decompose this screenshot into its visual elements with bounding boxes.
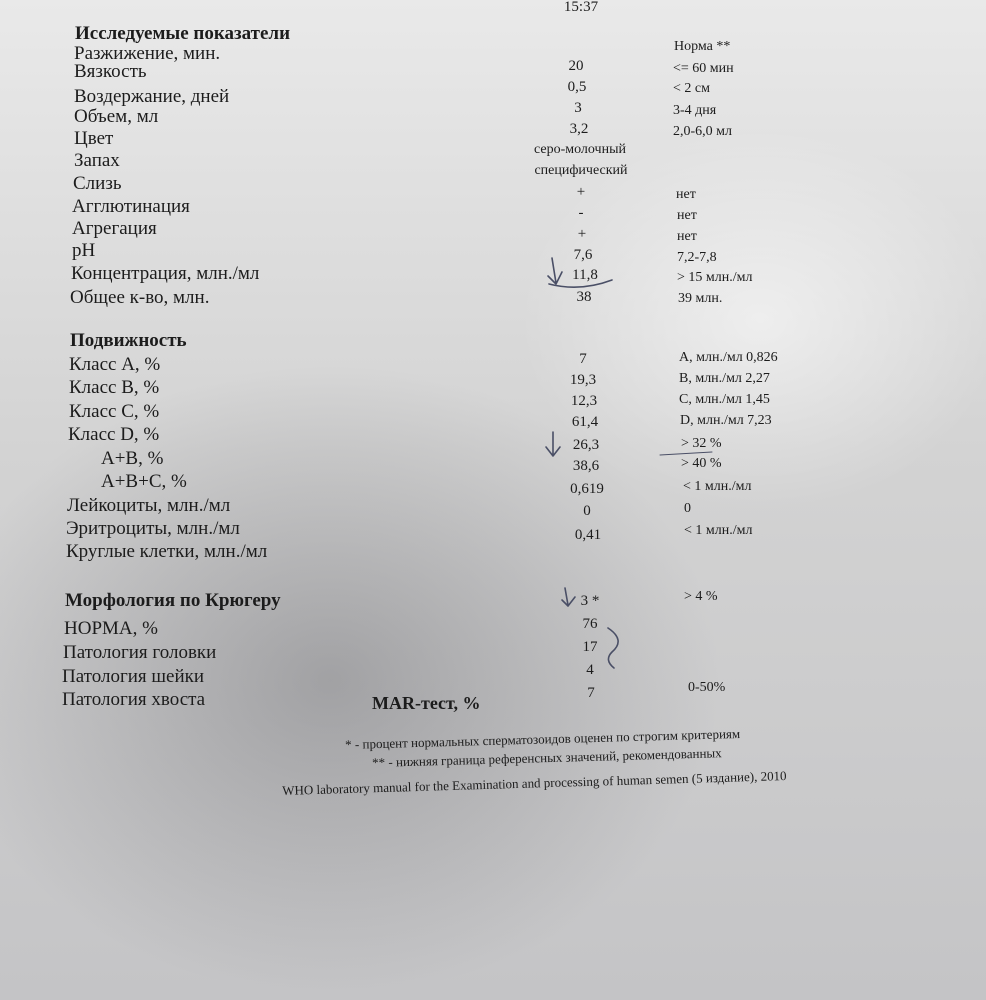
norm-class-c: С, млн./мл 1,45 (679, 392, 770, 407)
label-liquefaction: Разжижение, мин. (74, 43, 221, 64)
value-volume: 3 (574, 100, 582, 116)
label-odor: Запах (74, 150, 120, 171)
norm-ph: 7,2-7,8 (677, 250, 717, 265)
norm-aggregation: нет (677, 229, 697, 244)
label-a-plus-b: A+B, % (101, 448, 164, 469)
label-ph: pH (72, 240, 96, 261)
norm-color: 2,0-6,0 мл (673, 124, 733, 139)
value-leukocytes: 0,619 (570, 481, 604, 497)
norm-mar-test: 0-50% (688, 680, 726, 695)
time-stamp: 15:37 (563, 0, 599, 15)
footnote-who-manual: WHO laboratory manual for the Examination and processing of human semen (5 издание), 2010 (281, 768, 787, 798)
brace-mark-pathologies (608, 628, 618, 668)
value-a-plus-b: 26,3 (572, 437, 600, 453)
label-class-a: Класс А, % (69, 354, 161, 375)
value-class-c: 12,3 (570, 393, 598, 409)
norm-viscosity: <= 60 мин (673, 61, 734, 76)
norm-volume: 3-4 дня (673, 103, 717, 118)
label-class-d: Класс D, % (68, 424, 160, 445)
norm-class-b: В, млн./мл 2,27 (679, 371, 770, 386)
down-arrow-icon-concentration (548, 258, 562, 284)
section-title-parameters: Исследуемые показатели (75, 23, 291, 44)
value-class-b: 19,3 (569, 372, 597, 388)
value-aggregation: + (577, 226, 587, 242)
label-round-cells: Круглые клетки, млн./мл (66, 541, 268, 562)
norm-a-plus-b: > 32 % (681, 436, 722, 451)
section-title-motility: Подвижность (70, 330, 187, 351)
mar-test-label: MAR-тест, % (372, 693, 481, 713)
value-norm-percent: 76 (582, 616, 598, 632)
norm-class-d: D, млн./мл 7,23 (680, 413, 772, 428)
value-morphology-normal-forms: 3 * (580, 593, 600, 609)
section-title-morphology: Морфология по Крюгеру (65, 590, 281, 611)
norm-leukocytes: < 1 млн./мл (683, 479, 752, 494)
value-abstinence: 0,5 (567, 79, 587, 95)
label-color: Цвет (74, 128, 114, 149)
value-a-plus-b-plus-c: 38,6 (572, 458, 600, 474)
value-agglutination: - (578, 205, 584, 221)
value-head-pathology: 17 (582, 639, 598, 655)
dash-mark (660, 452, 712, 455)
norm-total-count: 39 млн. (678, 291, 723, 306)
value-class-d: 61,4 (571, 414, 599, 430)
value-concentration: 11,8 (572, 267, 598, 283)
label-volume: Объем, мл (74, 106, 159, 127)
norm-erythrocytes: 0 (684, 501, 691, 516)
value-mucus: + (576, 184, 586, 200)
value-viscosity: 20 (568, 58, 584, 74)
norm-class-a: А, млн./мл 0,826 (679, 350, 778, 365)
footnote-reference-limit: ** - нижняя граница референсных значений, рекомендованных (371, 745, 722, 770)
label-class-b: Класс В, % (69, 377, 160, 398)
label-agglutination: Агглютинация (72, 196, 190, 217)
label-leukocytes: Лейкоциты, млн./мл (67, 495, 231, 516)
norm-agglutination: нет (677, 208, 697, 223)
label-aggregation: Агрегация (72, 218, 157, 239)
footnote-strict-criteria: * - процент нормальных сперматозоидов оценен по строгим критериям (344, 725, 741, 752)
label-class-c: Класс С, % (69, 401, 160, 422)
label-total-count: Общее к-во, млн. (70, 287, 210, 308)
value-mar-test: 7 (587, 685, 595, 701)
label-head-pathology: Патология головки (63, 642, 217, 663)
value-ph: 7,6 (573, 247, 593, 263)
label-neck-pathology: Патология шейки (62, 666, 205, 687)
label-mucus: Слизь (73, 173, 122, 194)
norm-abstinence: < 2 см (673, 81, 710, 96)
down-arrow-icon-motility (546, 432, 560, 456)
norm-mucus: нет (676, 187, 696, 202)
label-erythrocytes: Эритроциты, млн./мл (66, 518, 240, 539)
value-color: 3,2 (569, 121, 589, 137)
label-abstinence: Воздержание, дней (74, 86, 230, 107)
norm-concentration: > 15 млн./мл (677, 270, 753, 285)
norm-morphology: > 4 % (684, 589, 718, 604)
value-round-cells: 0,41 (574, 527, 602, 543)
norm-column-header: Норма ** (674, 39, 731, 54)
norm-a-plus-b-plus-c: > 40 % (681, 456, 722, 471)
label-a-plus-b-plus-c: A+B+C, % (101, 471, 187, 492)
label-concentration: Концентрация, млн./мл (71, 263, 260, 284)
value-odor: специфический (534, 163, 628, 178)
value-color-text: серо-молочный (534, 142, 626, 157)
value-total-count: 38 (576, 289, 592, 305)
value-erythrocytes: 0 (583, 503, 591, 519)
value-class-a: 7 (579, 351, 587, 367)
down-arrow-icon-morphology (562, 588, 575, 606)
label-norm-percent: НОРМА, % (64, 618, 158, 639)
label-tail-pathology: Патология хвоста (62, 689, 206, 710)
value-neck-pathology: 4 (586, 662, 594, 678)
label-viscosity: Вязкость (74, 61, 147, 82)
norm-round-cells: < 1 млн./мл (684, 523, 753, 538)
